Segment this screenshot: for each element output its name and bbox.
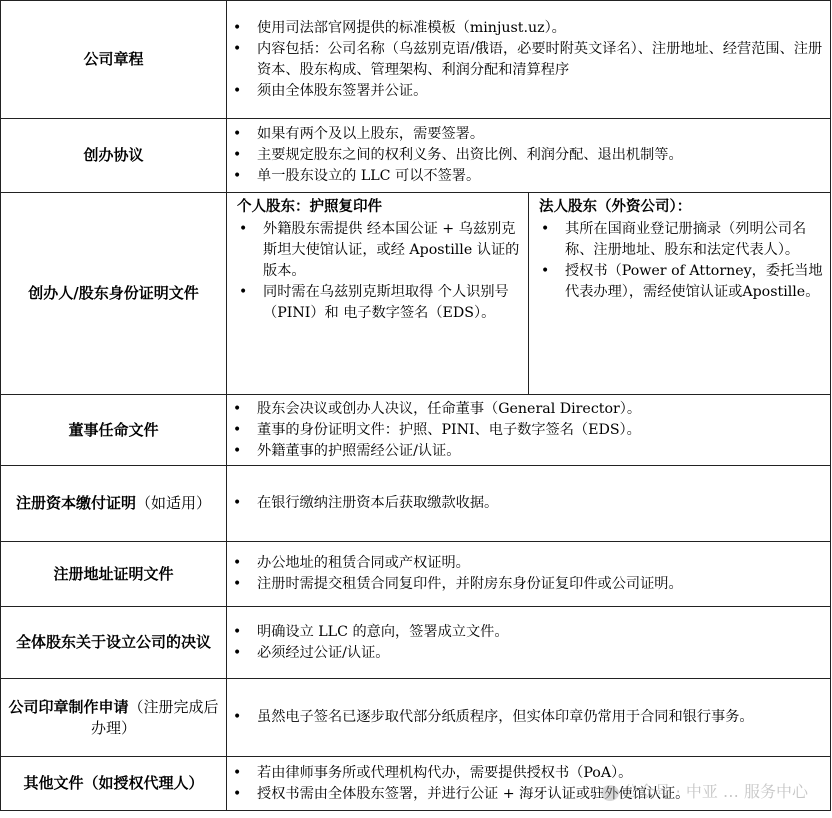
list-item: • 授权书需由全体股东签署，并进行公证 + 海牙认证或驻外使馆认证。 [227, 784, 830, 805]
table-row [1, 395, 831, 466]
list-item: • 如果有两个及以上股东，需要签署。 [227, 124, 830, 145]
list-item: • 其所在国商业登记册摘录（列明公司名称、注册地址、股东和法定代表人）。 [535, 219, 824, 261]
list-item: • 办公地址的租赁合同或产权证明。 [227, 553, 830, 574]
row-label-note: （注册完成后办理） [90, 697, 219, 737]
row-label [1, 466, 227, 542]
row-label: 其他文件（如授权代理人） [1, 757, 227, 811]
watermark-text: 公众号 · 中亚 … 服务中心 [622, 782, 808, 801]
list-item: • 单一股东设立的 LLC 可以不签署。 [227, 166, 830, 187]
row-content [227, 119, 831, 193]
list-item: • 明确设立 LLC 的意向，签署成立文件。 [227, 622, 830, 643]
row-content [227, 193, 831, 395]
table-row [1, 1, 831, 119]
table-row [1, 679, 831, 757]
row-content [227, 1, 831, 119]
list-item: • 主要规定股东之间的权利义务、出资比例、利润分配、退出机制等。 [227, 145, 830, 166]
list-item: • 注册时需提交租赁合同复印件，并附房东身份证复印件或公司证明。 [227, 574, 830, 595]
row-label [1, 679, 227, 757]
table-row [1, 193, 831, 395]
table-row [1, 542, 831, 607]
row-label-main: 公司印章制作申请 [8, 697, 129, 716]
wechat-icon [601, 785, 619, 801]
row-label-main: 注册资本缴付证明 [15, 494, 136, 512]
row-content [227, 679, 831, 757]
list-item: • 在银行缴纳注册资本后获取缴款收据。 [227, 493, 830, 514]
table-row [1, 607, 831, 679]
row-label: 注册地址证明文件 [1, 542, 227, 607]
row-label: 公司章程 [1, 1, 227, 119]
corporate-shareholder-column [528, 193, 830, 394]
row-content [227, 466, 831, 542]
watermark [601, 779, 808, 802]
list-item: • 外籍股东需提供 经本国公证 + 乌兹别克斯坦大使馆认证，或经 Apostille 认证的版本。 [233, 219, 522, 282]
list-item: • 外籍董事的护照需经公证/认证。 [227, 441, 830, 462]
list-item: • 同时需在乌兹别克斯坦取得 个人识别号（PINI）和 电子数字签名（EDS）。 [233, 282, 522, 324]
subheading: 法人股东（外资公司）： [539, 199, 692, 215]
row-label-note: （如适用） [136, 494, 212, 512]
list-item: • 内容包括：公司名称（乌兹别克语/俄语，必要时附英文译名）、注册地址、经营范围、注册资本、股东构成、管理架构、利润分配和清算程序 [227, 39, 830, 81]
subheading: 个人股东：护照复印件 [237, 199, 382, 215]
list-item: • 若由律师事务所或代理机构代办，需要提供授权书（PoA）。 [227, 763, 830, 784]
list-item: • 股东会决议或创办人决议，任命董事（General Director）。 [227, 399, 830, 420]
list-item: • 须由全体股东签署并公证。 [227, 81, 830, 102]
list-item: • 必须经过公证/认证。 [227, 643, 830, 664]
row-content [227, 395, 831, 466]
row-content [227, 542, 831, 607]
row-label: 全体股东关于设立公司的决议 [1, 607, 227, 679]
list-item: • 董事的身份证明文件：护照、PINI、电子数字签名（EDS）。 [227, 420, 830, 441]
list-item: • 授权书（Power of Attorney，委托当地代表办理），需经使馆认证或Apostille。 [535, 261, 824, 303]
individual-shareholder-column [227, 193, 528, 394]
list-item: • 虽然电子签名已逐步取代部分纸质程序，但实体印章仍常用于合同和银行事务。 [227, 707, 830, 728]
row-content [227, 607, 831, 679]
row-label: 创办协议 [1, 119, 227, 193]
list-item: • 使用司法部官网提供的标准模板（minjust.uz）。 [227, 18, 830, 39]
row-label: 董事任命文件 [1, 395, 227, 466]
table-row [1, 466, 831, 542]
row-label: 创办人/股东身份证明文件 [1, 193, 227, 395]
table-row [1, 119, 831, 193]
